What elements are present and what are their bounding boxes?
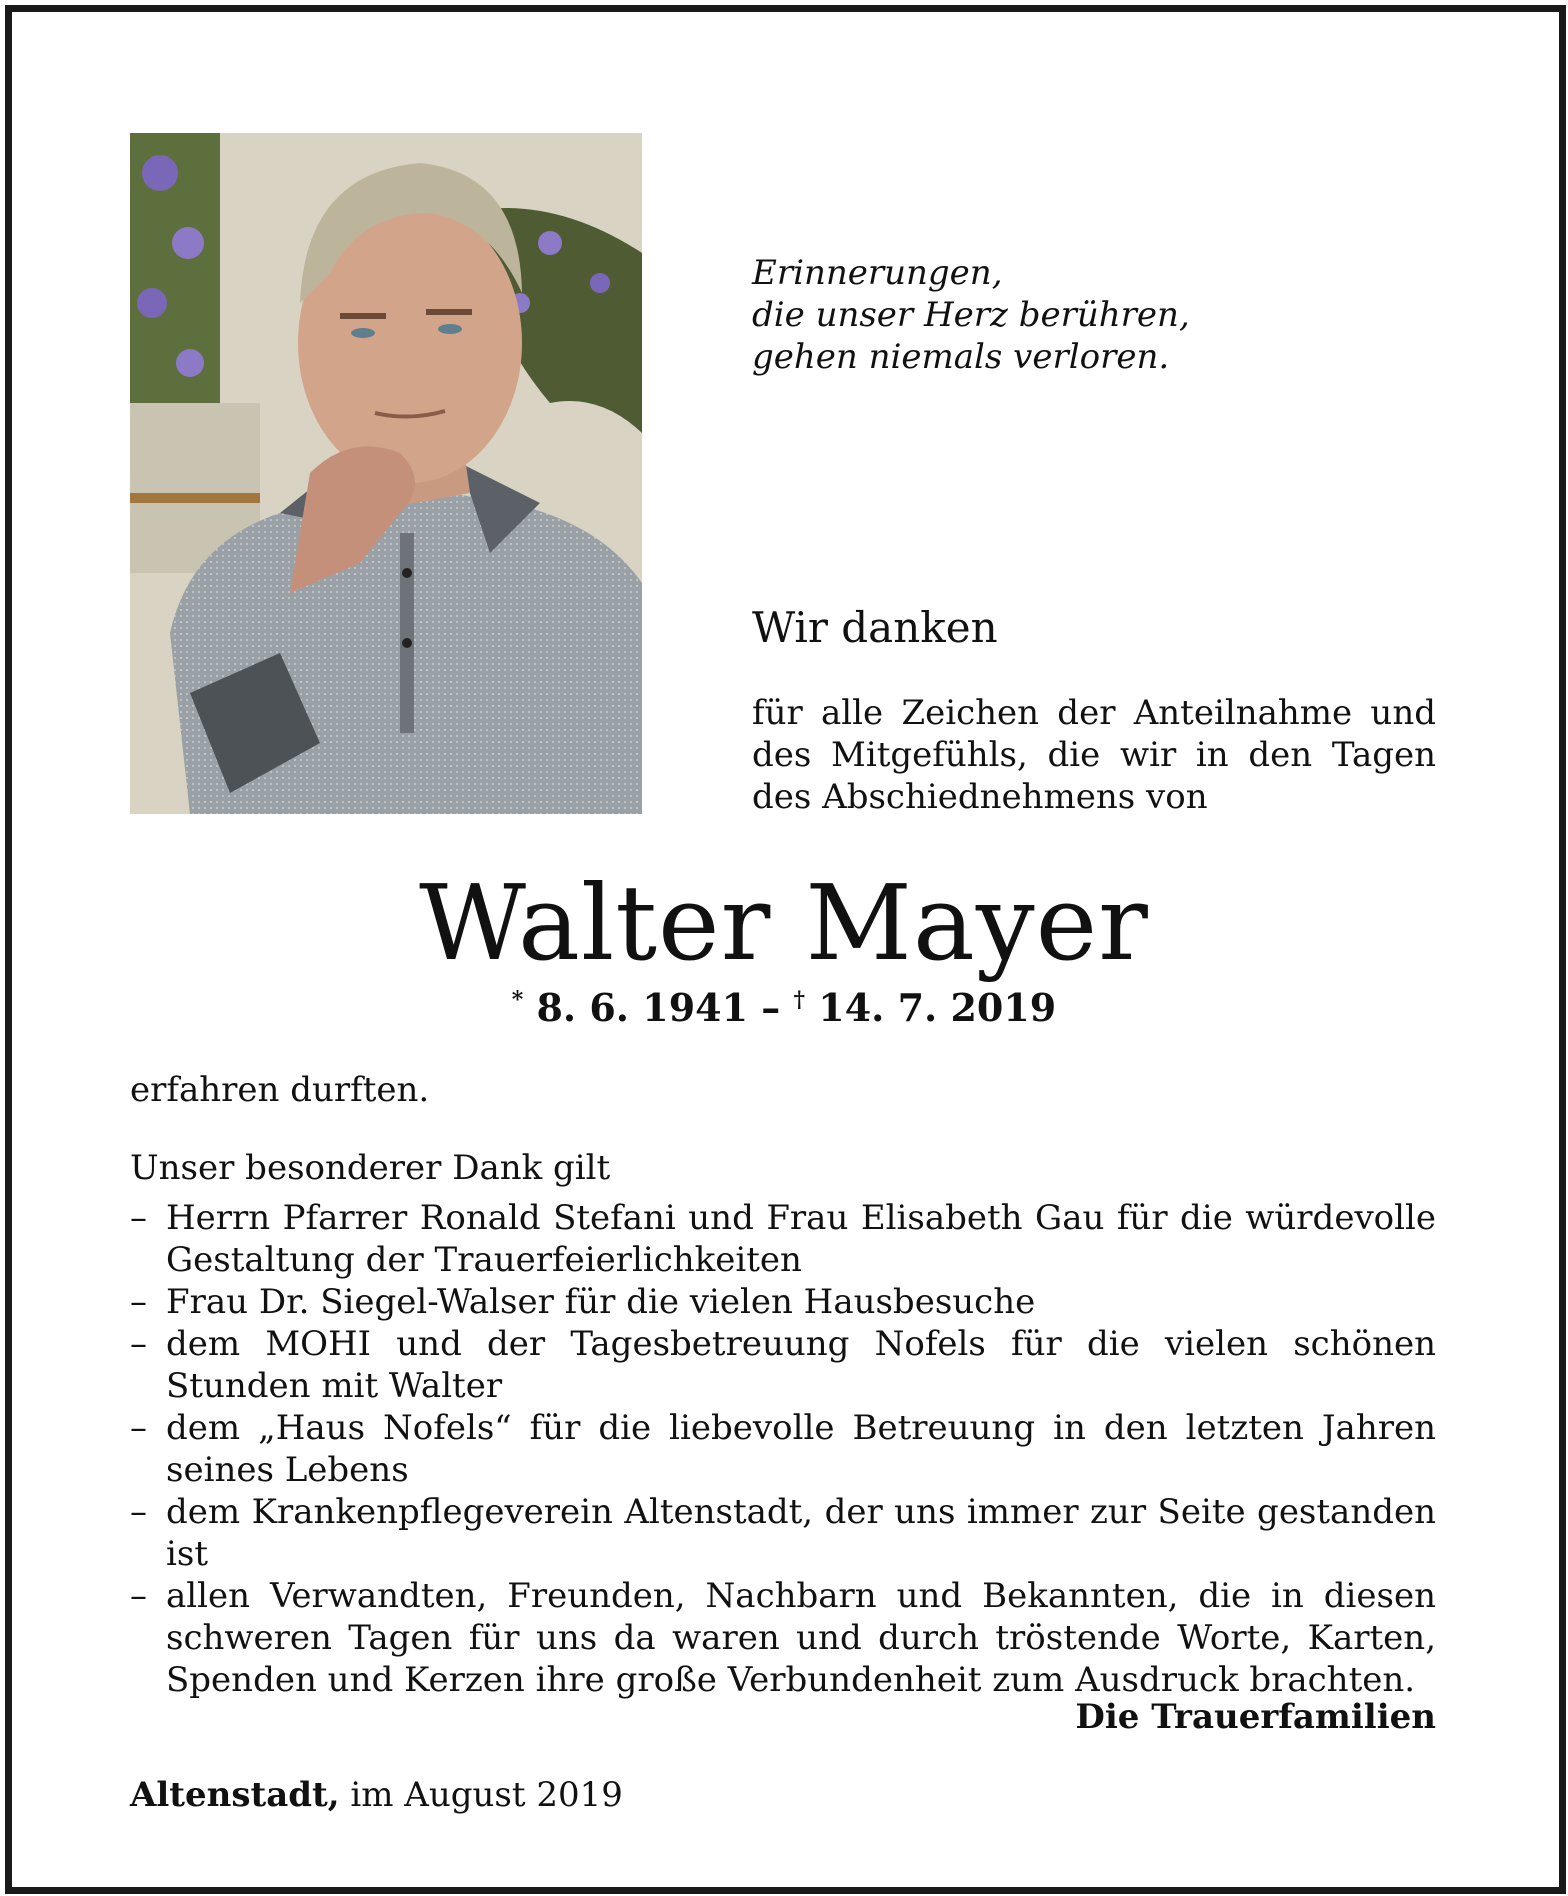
list-item bbox=[130, 1407, 1436, 1491]
list-item bbox=[130, 1491, 1436, 1575]
special-thanks-list bbox=[130, 1197, 1436, 1701]
list-dash: – bbox=[130, 1282, 147, 1322]
place-town: Altenstadt, bbox=[130, 1775, 340, 1815]
quote-line: Erinnerungen, bbox=[752, 253, 1003, 293]
memorial-quote bbox=[752, 252, 1190, 378]
place-date: im August 2019 bbox=[350, 1775, 623, 1815]
list-item bbox=[130, 1281, 1436, 1323]
quote-line: gehen niemals verloren. bbox=[752, 337, 1170, 377]
list-item-text: dem MOHI und der Tagesbetreuung Nofels für die vielen schönen Stunden mit Walter bbox=[166, 1324, 1436, 1406]
birth-date: 8. 6. 1941 bbox=[536, 985, 749, 1030]
birth-symbol: * bbox=[511, 987, 524, 1013]
death-symbol: † bbox=[793, 987, 806, 1013]
list-item-text: dem Krankenpflegeverein Altenstadt, der uns immer zur Seite gestanden ist bbox=[166, 1492, 1436, 1574]
after-name-text: erfahren durften. bbox=[130, 1070, 430, 1110]
list-item-text: Frau Dr. Siegel-Walser für die vielen Hausbesuche bbox=[166, 1282, 1036, 1322]
life-dates bbox=[0, 985, 1568, 1030]
deceased-name: Walter Mayer bbox=[419, 862, 1149, 984]
list-item bbox=[130, 1575, 1436, 1701]
list-item-text: dem „Haus Nofels“ für die liebevolle Betreuung in den letzten Jahren seines Lebens bbox=[166, 1408, 1436, 1490]
death-date: 14. 7. 2019 bbox=[818, 985, 1057, 1030]
signature: Die Trauerfamilien bbox=[1075, 1697, 1436, 1737]
list-dash: – bbox=[130, 1408, 147, 1448]
list-item bbox=[130, 1197, 1436, 1281]
portrait-photo bbox=[130, 133, 642, 814]
list-item-text: allen Verwandten, Freunden, Nachbarn und Bekannten, die in diesen schweren Tagen für uns da waren und durch tröstende Worte, Karten, Spenden und Kerzen ihre große Verbundenheit zum Ausdruck brachten. bbox=[166, 1576, 1436, 1700]
special-thanks-intro: Unser besonderer Dank gilt bbox=[130, 1148, 611, 1188]
place-and-date bbox=[130, 1775, 623, 1815]
list-dash: – bbox=[130, 1492, 147, 1532]
list-dash: – bbox=[130, 1324, 147, 1364]
list-item-text: Herrn Pfarrer Ronald Stefani und Frau Elisabeth Gau für die würdevolle Gestaltung der Trauerfeierlichkeiten bbox=[166, 1198, 1436, 1280]
list-dash: – bbox=[130, 1576, 147, 1616]
list-item bbox=[130, 1323, 1436, 1407]
thanks-heading: Wir danken bbox=[752, 603, 998, 652]
list-dash: – bbox=[130, 1198, 147, 1238]
date-separator: – bbox=[761, 985, 781, 1030]
thanks-text: für alle Zeichen der Anteilnahme und des Mitgefühls, die wir in den Tagen des Abschiednehmens von bbox=[752, 693, 1436, 817]
quote-line: die unser Herz berühren, bbox=[752, 295, 1190, 335]
